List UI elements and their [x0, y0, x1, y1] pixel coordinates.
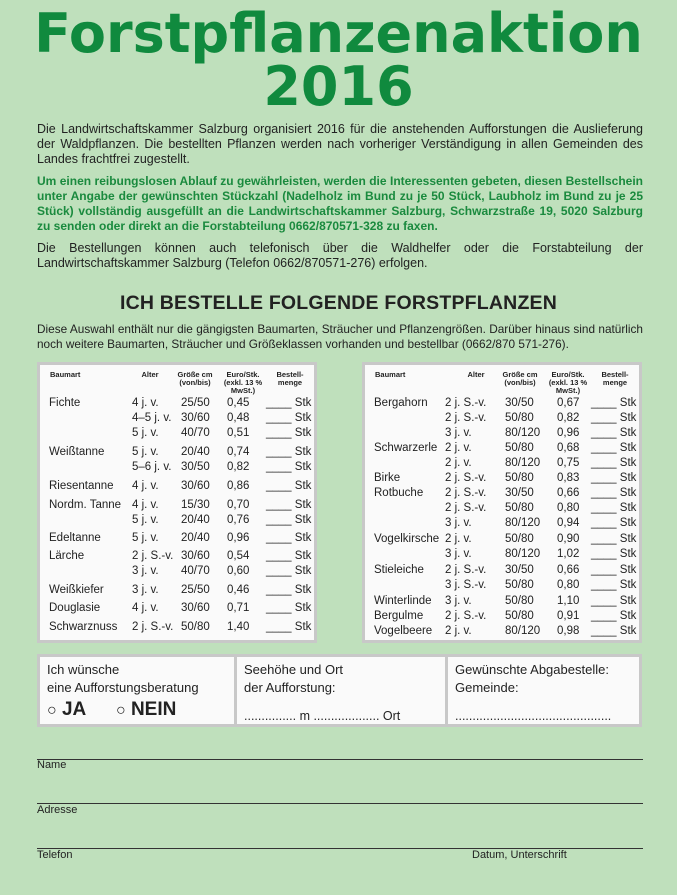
cell-age: 2 j. S.-v.	[445, 472, 487, 484]
table-row	[365, 547, 639, 562]
cell-qty[interactable]: ____ Stk	[266, 499, 312, 511]
table-row	[40, 445, 314, 460]
col-price: Euro/Stk. (exkl. 13 % MwSt.)	[548, 370, 588, 395]
signature-label: Datum, Unterschrift	[472, 849, 567, 861]
cell-price: 0,82	[557, 412, 580, 424]
location-fill-field[interactable]: ............... m ................... Ort	[244, 709, 401, 723]
cell-price: 0,70	[227, 499, 250, 511]
no-label: NEIN	[130, 699, 177, 720]
table-row	[365, 594, 639, 609]
table-row	[40, 396, 314, 411]
table-row	[365, 532, 639, 547]
yes-label: JA	[61, 699, 87, 720]
cell-species: Edeltanne	[49, 532, 101, 544]
cell-size: 30/60	[181, 480, 210, 492]
name-label: Name	[37, 759, 67, 771]
delivery-fill-field[interactable]: .............................................	[455, 709, 612, 723]
no-option[interactable]	[116, 701, 176, 720]
cell-size: 80/120	[505, 427, 541, 439]
cell-qty[interactable]: ____ Stk	[591, 427, 637, 439]
cell-size: 50/80	[505, 472, 534, 484]
cell-price: 0,60	[227, 565, 250, 577]
cell-price: 0,96	[227, 532, 250, 544]
cell-age: 3 j. v.	[445, 427, 472, 439]
cell-price: 0,75	[557, 457, 580, 469]
cell-age: 4 j. v.	[132, 397, 159, 409]
cell-age: 5 j. v.	[132, 514, 159, 526]
intro-paragraph-1: Die Landwirtschaftskammer Salzburg organisiert 2016 für die anstehenden Aufforstungen die Auslieferung der Waldpflanzen. Die bestellten Pflanzen werden nach vorheriger Verständigung in allen Gemeinden des Landes frachtfrei zugestellt.	[37, 122, 643, 166]
cell-species: Vogelkirsche	[374, 533, 440, 545]
cell-age: 2 j. v.	[445, 442, 472, 454]
cell-species: Rotbuche	[374, 487, 424, 499]
cell-price: 0,51	[227, 427, 250, 439]
cell-species: Birke	[374, 472, 401, 484]
location-line-2: der Aufforstung:	[244, 680, 336, 695]
cell-qty[interactable]: ____ Stk	[266, 565, 312, 577]
intro-paragraph-3: Die Bestellungen können auch telefonisch über die Waldhelfer oder die Forstabteilung der Landwirtschaftskammer Salzburg (Telefon 0662/870571-276) erfolgen.	[37, 241, 643, 270]
cell-size: 50/80	[505, 442, 534, 454]
cell-size: 30/50	[505, 397, 534, 409]
cell-qty[interactable]: ____ Stk	[266, 621, 312, 633]
cell-species: Vogelbeere	[374, 625, 433, 637]
cell-qty[interactable]: ____ Stk	[591, 548, 637, 560]
cell-age: 3 j. v.	[445, 595, 472, 607]
cell-age: 2 j. v.	[445, 625, 472, 637]
cell-age: 2 j. S.-v.	[132, 621, 174, 633]
cell-species: Schwarzerle	[374, 442, 438, 454]
col-qty: Bestell- menge	[276, 370, 304, 387]
table-row	[365, 609, 639, 624]
cell-age: 3 j. S.-v.	[445, 579, 487, 591]
table-row	[365, 516, 639, 531]
col-age: Alter	[467, 370, 485, 379]
intro-paragraph-2: Um einen reibungslosen Ablauf zu gewährleisten, werden die Interessenten gebeten, diesen Bestellschein unter Angabe der gewünschten Stückzahl (Nadelholz im Bund zu je 50 Stück, Laubholz im Bund zu je 25 Stück) vollständig ausgefüllt an die Landwirtschaftskammer Salzburg, Schwarzstraße 19, 5020 Salzburg zu senden oder direkt an die Forstabteilung 0662/870571-328 zu faxen.	[37, 174, 643, 233]
table-row	[40, 583, 314, 598]
address-label: Adresse	[37, 804, 78, 816]
table-row	[40, 498, 314, 513]
cell-size: 80/120	[505, 457, 541, 469]
table-row	[365, 471, 639, 486]
table-row	[365, 456, 639, 471]
cell-price: 1,40	[227, 621, 250, 633]
cell-price: 0,48	[227, 412, 250, 424]
cell-age: 4–5 j. v.	[132, 412, 172, 424]
plant-table-left	[37, 362, 317, 643]
cell-price: 1,02	[557, 548, 580, 560]
col-age: Alter	[141, 370, 159, 379]
cell-species: Winterlinde	[374, 595, 432, 607]
cell-qty[interactable]: ____ Stk	[591, 457, 637, 469]
cell-age: 2 j. v.	[445, 533, 472, 545]
col-price: Euro/Stk. (exkl. 13 % MwSt.)	[223, 370, 263, 395]
col-species: Baumart	[50, 370, 81, 379]
cell-size: 30/60	[181, 550, 210, 562]
cell-qty[interactable]: ____ Stk	[266, 584, 312, 596]
cell-qty[interactable]: ____ Stk	[591, 487, 637, 499]
consult-line-1: Ich wünsche	[47, 662, 120, 677]
cell-species: Bergulme	[374, 610, 424, 622]
cell-age: 2 j. S.-v.	[132, 550, 174, 562]
cell-age: 5 j. v.	[132, 532, 159, 544]
cell-price: 0,96	[557, 427, 580, 439]
cell-age: 2 j. v.	[445, 457, 472, 469]
table-row	[40, 479, 314, 494]
phone-label: Telefon	[37, 849, 73, 861]
cell-species: Nordm. Tanne	[49, 499, 122, 511]
cell-species: Lärche	[49, 550, 85, 562]
cell-qty[interactable]: ____ Stk	[266, 461, 312, 473]
delivery-line-1: Gewünschte Abgabestelle:	[455, 662, 609, 677]
consult-line-2: eine Aufforstungsberatung	[47, 680, 199, 695]
table-row	[40, 549, 314, 564]
cell-size: 20/40	[181, 532, 210, 544]
cell-size: 30/50	[505, 564, 534, 576]
cell-qty[interactable]: ____ Stk	[266, 427, 312, 439]
cell-age: 4 j. v.	[132, 499, 159, 511]
cell-qty[interactable]: ____ Stk	[591, 533, 637, 545]
cell-price: 0,45	[227, 397, 250, 409]
cell-species: Douglasie	[49, 602, 101, 614]
table-row	[365, 501, 639, 516]
cell-size: 20/40	[181, 514, 210, 526]
cell-qty[interactable]: ____ Stk	[266, 514, 312, 526]
cell-age: 5 j. v.	[132, 446, 159, 458]
cell-price: 0,74	[227, 446, 250, 458]
cell-size: 25/50	[181, 584, 210, 596]
table-row	[365, 411, 639, 426]
cell-size: 50/80	[505, 412, 534, 424]
cell-size: 40/70	[181, 565, 210, 577]
cell-qty[interactable]: ____ Stk	[266, 446, 312, 458]
cell-size: 40/70	[181, 427, 210, 439]
cell-size: 30/60	[181, 602, 210, 614]
cell-size: 30/60	[181, 412, 210, 424]
page-year: 2016	[263, 55, 414, 118]
cell-price: 0,83	[557, 472, 580, 484]
cell-age: 2 j. S.-v.	[445, 610, 487, 622]
cell-species: Bergahorn	[374, 397, 428, 409]
cell-age: 5 j. v.	[132, 427, 159, 439]
cell-species: Fichte	[49, 397, 81, 409]
location-box	[234, 654, 448, 727]
yes-option[interactable]	[47, 701, 86, 720]
cell-price: 0,98	[557, 625, 580, 637]
cell-size: 80/120	[505, 625, 541, 637]
cell-price: 0,90	[557, 533, 580, 545]
table-row	[365, 563, 639, 578]
cell-size: 15/30	[181, 499, 210, 511]
table-row	[365, 396, 639, 411]
cell-qty[interactable]: ____ Stk	[266, 602, 312, 614]
col-size: Größe cm (von/bis)	[177, 370, 213, 387]
cell-size: 80/120	[505, 548, 541, 560]
cell-size: 20/40	[181, 446, 210, 458]
table-row	[40, 601, 314, 616]
cell-size: 80/120	[505, 517, 541, 529]
table-row	[365, 486, 639, 501]
cell-qty[interactable]: ____ Stk	[591, 442, 637, 454]
cell-age: 3 j. v.	[132, 565, 159, 577]
cell-price: 0,86	[227, 480, 250, 492]
cell-qty[interactable]: ____ Stk	[591, 412, 637, 424]
cell-price: 0,82	[227, 461, 250, 473]
cell-qty[interactable]: ____ Stk	[266, 412, 312, 424]
cell-qty[interactable]: ____ Stk	[591, 610, 637, 622]
plant-table-right	[362, 362, 642, 643]
cell-species: Weißtanne	[49, 446, 105, 458]
cell-price: 0,68	[557, 442, 580, 454]
cell-size: 50/80	[505, 579, 534, 591]
delivery-line-2: Gemeinde:	[455, 680, 519, 695]
cell-price: 0,46	[227, 584, 250, 596]
radio-icon[interactable]: ○	[47, 702, 57, 719]
cell-price: 1,10	[557, 595, 580, 607]
cell-age: 3 j. v.	[445, 517, 472, 529]
order-heading: ICH BESTELLE FOLGENDE FORSTPFLANZEN	[119, 292, 558, 314]
cell-qty[interactable]: ____ Stk	[591, 625, 637, 637]
table-row	[40, 460, 314, 475]
cell-qty[interactable]: ____ Stk	[591, 502, 637, 514]
address-field-line[interactable]	[37, 803, 643, 804]
cell-age: 3 j. v.	[445, 548, 472, 560]
location-line-1: Seehöhe und Ort	[244, 662, 344, 677]
cell-age: 5–6 j. v.	[132, 461, 172, 473]
cell-age: 3 j. v.	[132, 584, 159, 596]
cell-price: 0,66	[557, 487, 580, 499]
cell-qty[interactable]: ____ Stk	[591, 472, 637, 484]
cell-price: 0,80	[557, 579, 580, 591]
table-row	[40, 411, 314, 426]
col-species: Baumart	[375, 370, 406, 379]
cell-qty[interactable]: ____ Stk	[266, 550, 312, 562]
table-row	[40, 620, 314, 635]
cell-qty[interactable]: ____ Stk	[591, 595, 637, 607]
cell-age: 2 j. S.-v.	[445, 397, 487, 409]
col-qty: Bestell- menge	[601, 370, 629, 387]
cell-age: 2 j. S.-v.	[445, 564, 487, 576]
cell-price: 0,94	[557, 517, 580, 529]
cell-qty[interactable]: ____ Stk	[591, 517, 637, 529]
cell-size: 50/80	[505, 533, 534, 545]
cell-qty[interactable]: ____ Stk	[266, 480, 312, 492]
cell-size: 25/50	[181, 397, 210, 409]
cell-qty[interactable]: ____ Stk	[266, 532, 312, 544]
cell-qty[interactable]: ____ Stk	[266, 397, 312, 409]
name-field-line[interactable]	[37, 759, 643, 760]
cell-size: 30/50	[181, 461, 210, 473]
cell-species: Riesentanne	[49, 480, 114, 492]
cell-price: 0,91	[557, 610, 580, 622]
cell-age: 2 j. S.-v.	[445, 502, 487, 514]
cell-price: 0,66	[557, 564, 580, 576]
radio-icon[interactable]: ○	[116, 702, 126, 719]
cell-qty[interactable]: ____ Stk	[591, 579, 637, 591]
delivery-box	[445, 654, 642, 727]
table-row	[40, 564, 314, 579]
cell-size: 50/80	[181, 621, 210, 633]
cell-age: 2 j. S.-v.	[445, 412, 487, 424]
cell-species: Weißkiefer	[49, 584, 104, 596]
table-row	[365, 578, 639, 593]
cell-size: 50/80	[505, 502, 534, 514]
cell-age: 2 j. S.-v.	[445, 487, 487, 499]
table-row	[365, 624, 639, 639]
cell-price: 0,76	[227, 514, 250, 526]
cell-price: 0,71	[227, 602, 250, 614]
cell-size: 50/80	[505, 595, 534, 607]
cell-qty[interactable]: ____ Stk	[591, 564, 637, 576]
page-title: Forstpflanzenaktion	[34, 2, 643, 65]
cell-price: 0,54	[227, 550, 250, 562]
cell-size: 30/50	[505, 487, 534, 499]
table-row	[365, 426, 639, 441]
cell-size: 50/80	[505, 610, 534, 622]
table-row	[40, 426, 314, 441]
table-row	[365, 441, 639, 456]
consultation-box	[37, 654, 237, 727]
col-size: Größe cm (von/bis)	[502, 370, 538, 387]
table-row	[40, 513, 314, 528]
cell-species: Stieleiche	[374, 564, 424, 576]
cell-price: 0,67	[557, 397, 580, 409]
cell-age: 4 j. v.	[132, 602, 159, 614]
cell-age: 4 j. v.	[132, 480, 159, 492]
cell-species: Schwarznuss	[49, 621, 118, 633]
cell-qty[interactable]: ____ Stk	[591, 397, 637, 409]
cell-price: 0,80	[557, 502, 580, 514]
table-row	[40, 531, 314, 546]
order-note: Diese Auswahl enthält nur die gängigsten Baumarten, Sträucher und Pflanzengrößen. Darüber hinaus sind natürlich noch weitere Baumarten, Sträucher und Größeklassen vorhanden und bestellbar (0662/870 571-276).	[37, 322, 643, 351]
